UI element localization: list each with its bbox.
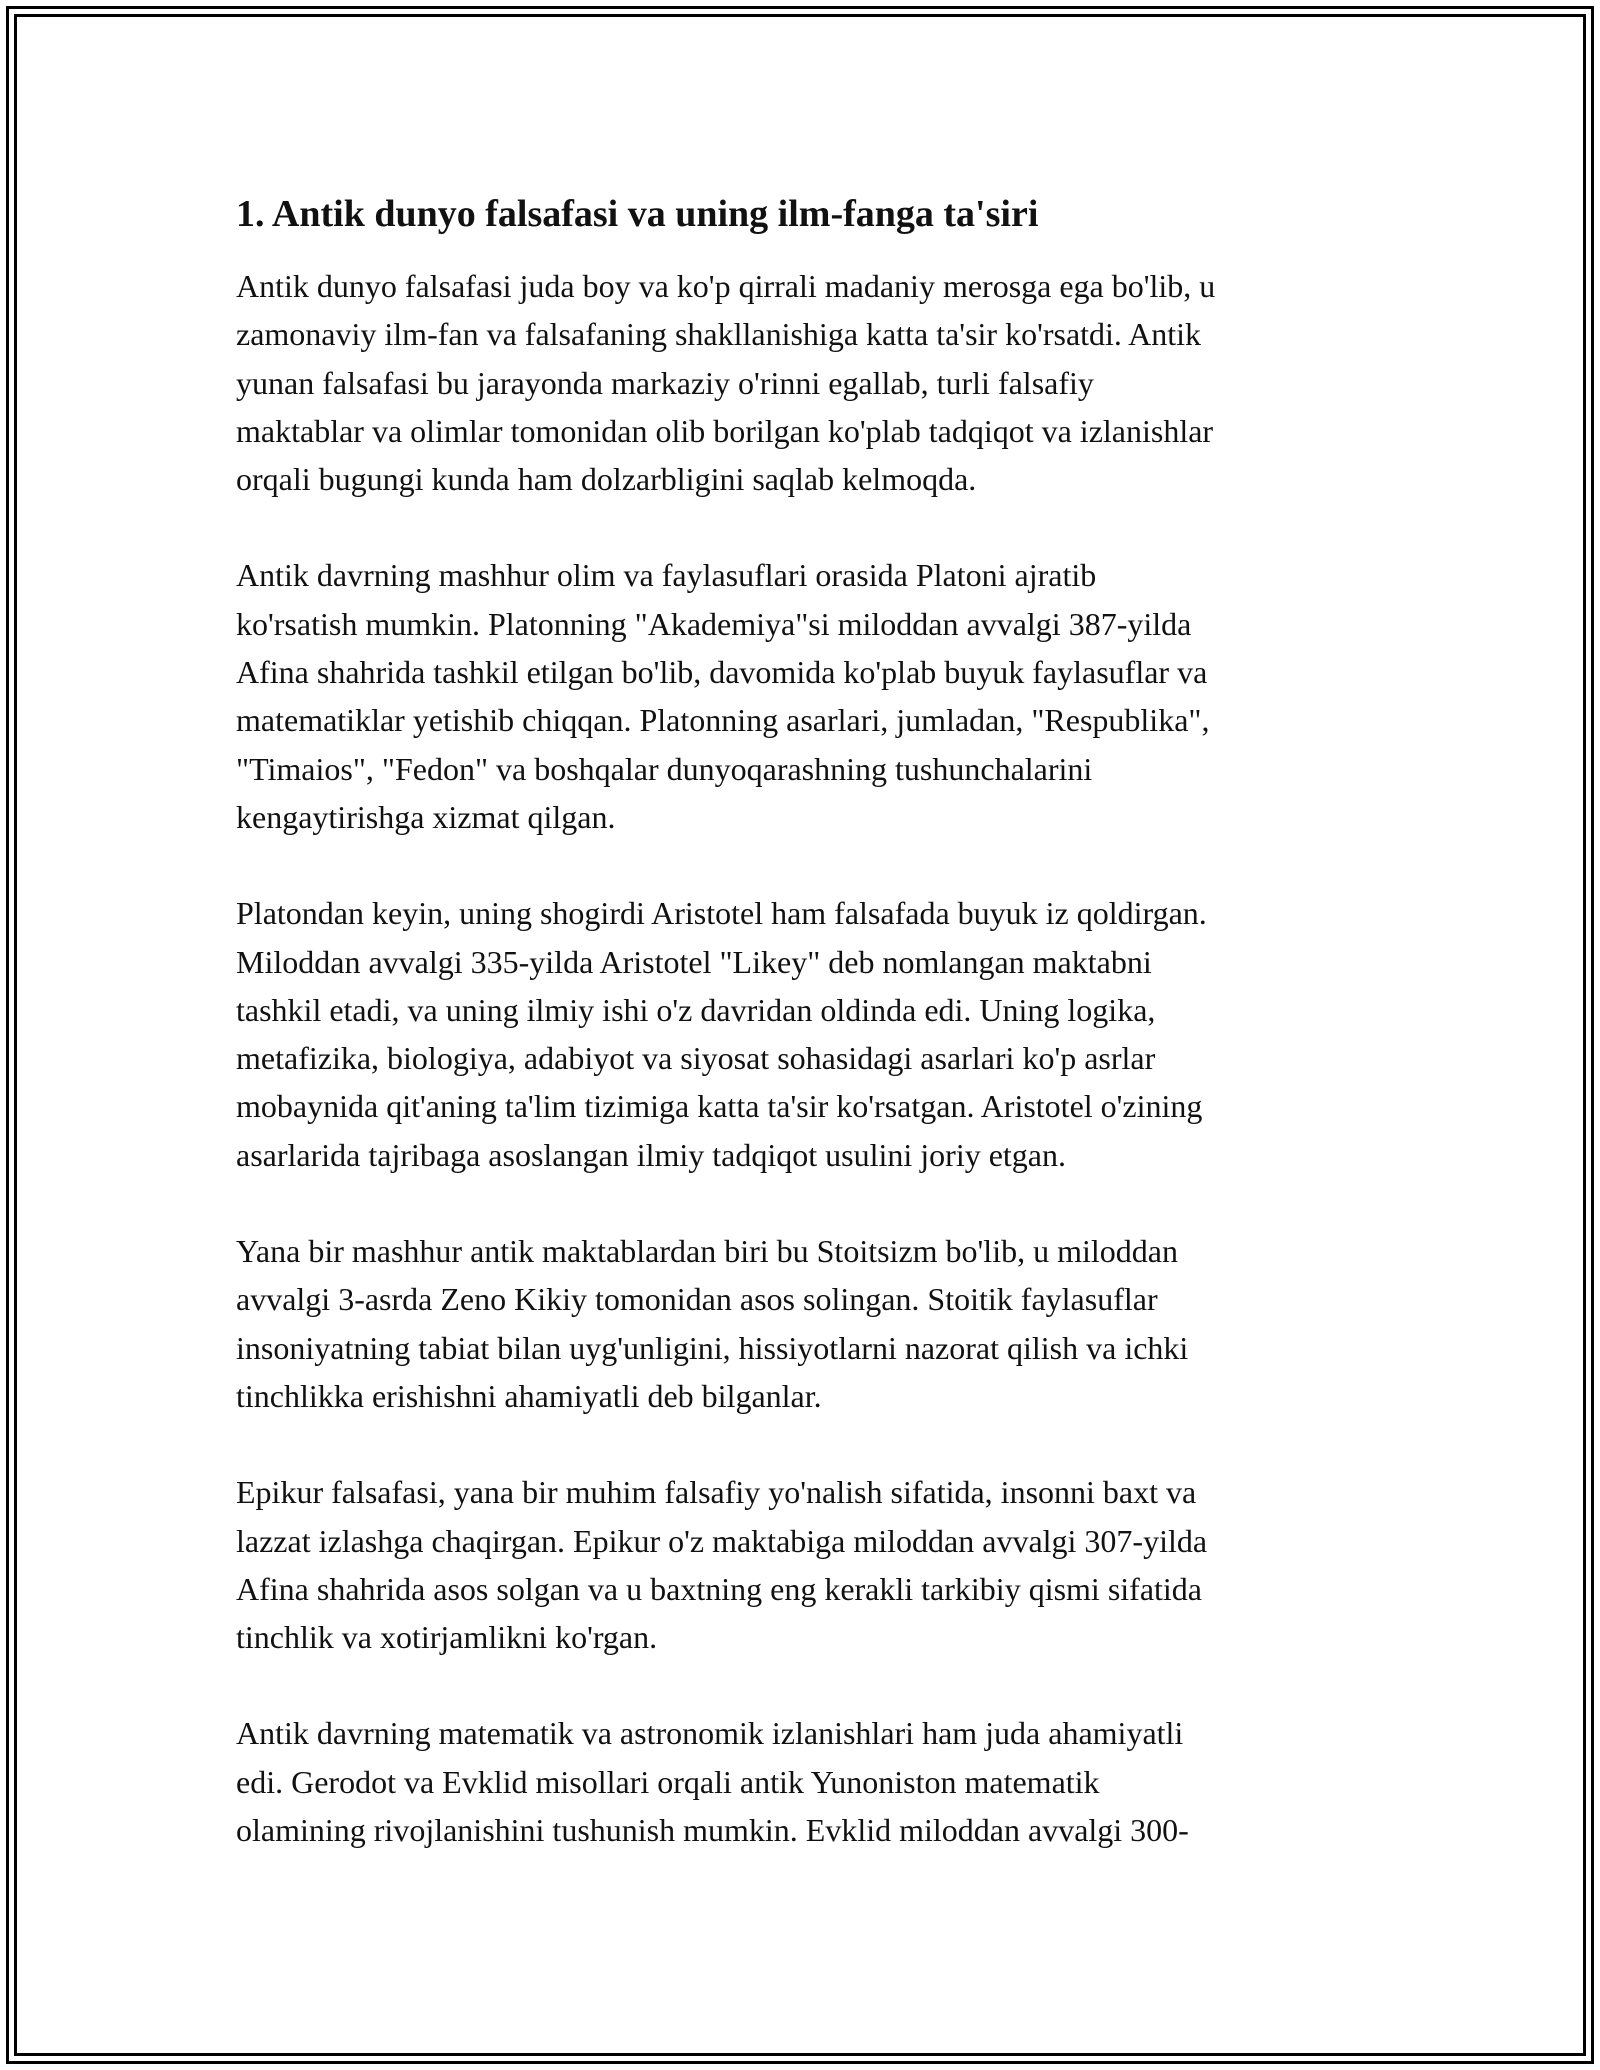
paragraph-5: Epikur falsafasi, yana bir muhim falsafiy yo'nalish sifatida, insonni baxt va lazzat izlashga chaqirgan. Epikur o'z maktabiga miloddan avvalgi 307-yilda Afina shahrida asos solgan va u baxtning eng kerakli tarkibiy qismi sifatida tinchlik va xotirjamlikni ko'rgan. [236, 1474, 1208, 1656]
paragraph-6: Antik davrning matematik va astronomik izlanishlari ham juda ahamiyatli edi. Gerodot va Evklid misollari orqali antik Yunoniston matematik olamining rivojlanishini tushunish mumkin. Evklid miloddan avvalgi 300- [236, 1715, 1189, 1849]
paragraph-2: Antik davrning mashhur olim va faylasuflari orasida Platoni ajratib ko'rsatish mumkin. Platonning "Akademiya"si miloddan avvalgi 387-yilda Afina shahrida tashkil etilgan bo'lib, davomida ko'plab buyuk faylasuflar va matematiklar yetishib chiqqan. Platonning asarlari, jumladan, "Respublika", "Timaios", "Fedon" va boshqalar dunyoqarashning tushunchalarini kengaytirishga xizmat qilgan. [236, 557, 1210, 835]
paragraph-1: Antik dunyo falsafasi juda boy va ko'p qirrali madaniy merosga ega bo'lib, u zamonaviy ilm-fan va falsafaning shakllanishiga katta ta'sir ko'rsatdi. Antik yunan falsafasi bu jarayonda markaziy o'rinni egallab, turli falsafiy maktablar va olimlar tomonidan olib borilgan ko'plab tadqiqot va izlanishlar orqali bugungi kunda ham dolzarbligini saqlab kelmoqda. [236, 268, 1216, 498]
paragraph-4: Yana bir mashhur antik maktablardan biri bu Stoitsizm bo'lib, u miloddan avvalgi 3-asrda Zeno Kikiy tomonidan asos solingan. Stoitik faylasuflar insoniyatning tabiat bilan uyg'unligini, hissiyotlarni nazorat qilish va ichki tinchlikka erishishni ahamiyatli deb bilganlar. [236, 1233, 1189, 1414]
document-body [236, 186, 1416, 1902]
section-heading: 1. Antik dunyo falsafasi va uning ilm-fanga ta'siri [236, 193, 1039, 235]
paragraph-3: Platondan keyin, uning shogirdi Aristotel ham falsafada buyuk iz qoldirgan. Miloddan avvalgi 335-yilda Aristotel "Likey" deb nomlangan maktabni tashkil etadi, va uning ilmiy ishi o'z davridan oldinda edi. Uning logika, metafizika, biologiya, adabiyot va siyosat sohasidagi asarlari ko'p asrlar mobaynida qit'aning ta'lim tizimiga katta ta'sir ko'rsatgan. Aristotel o'zining asarlarida tajribaga asoslangan ilmiy tadqiqot usulini joriy etgan. [236, 895, 1207, 1173]
